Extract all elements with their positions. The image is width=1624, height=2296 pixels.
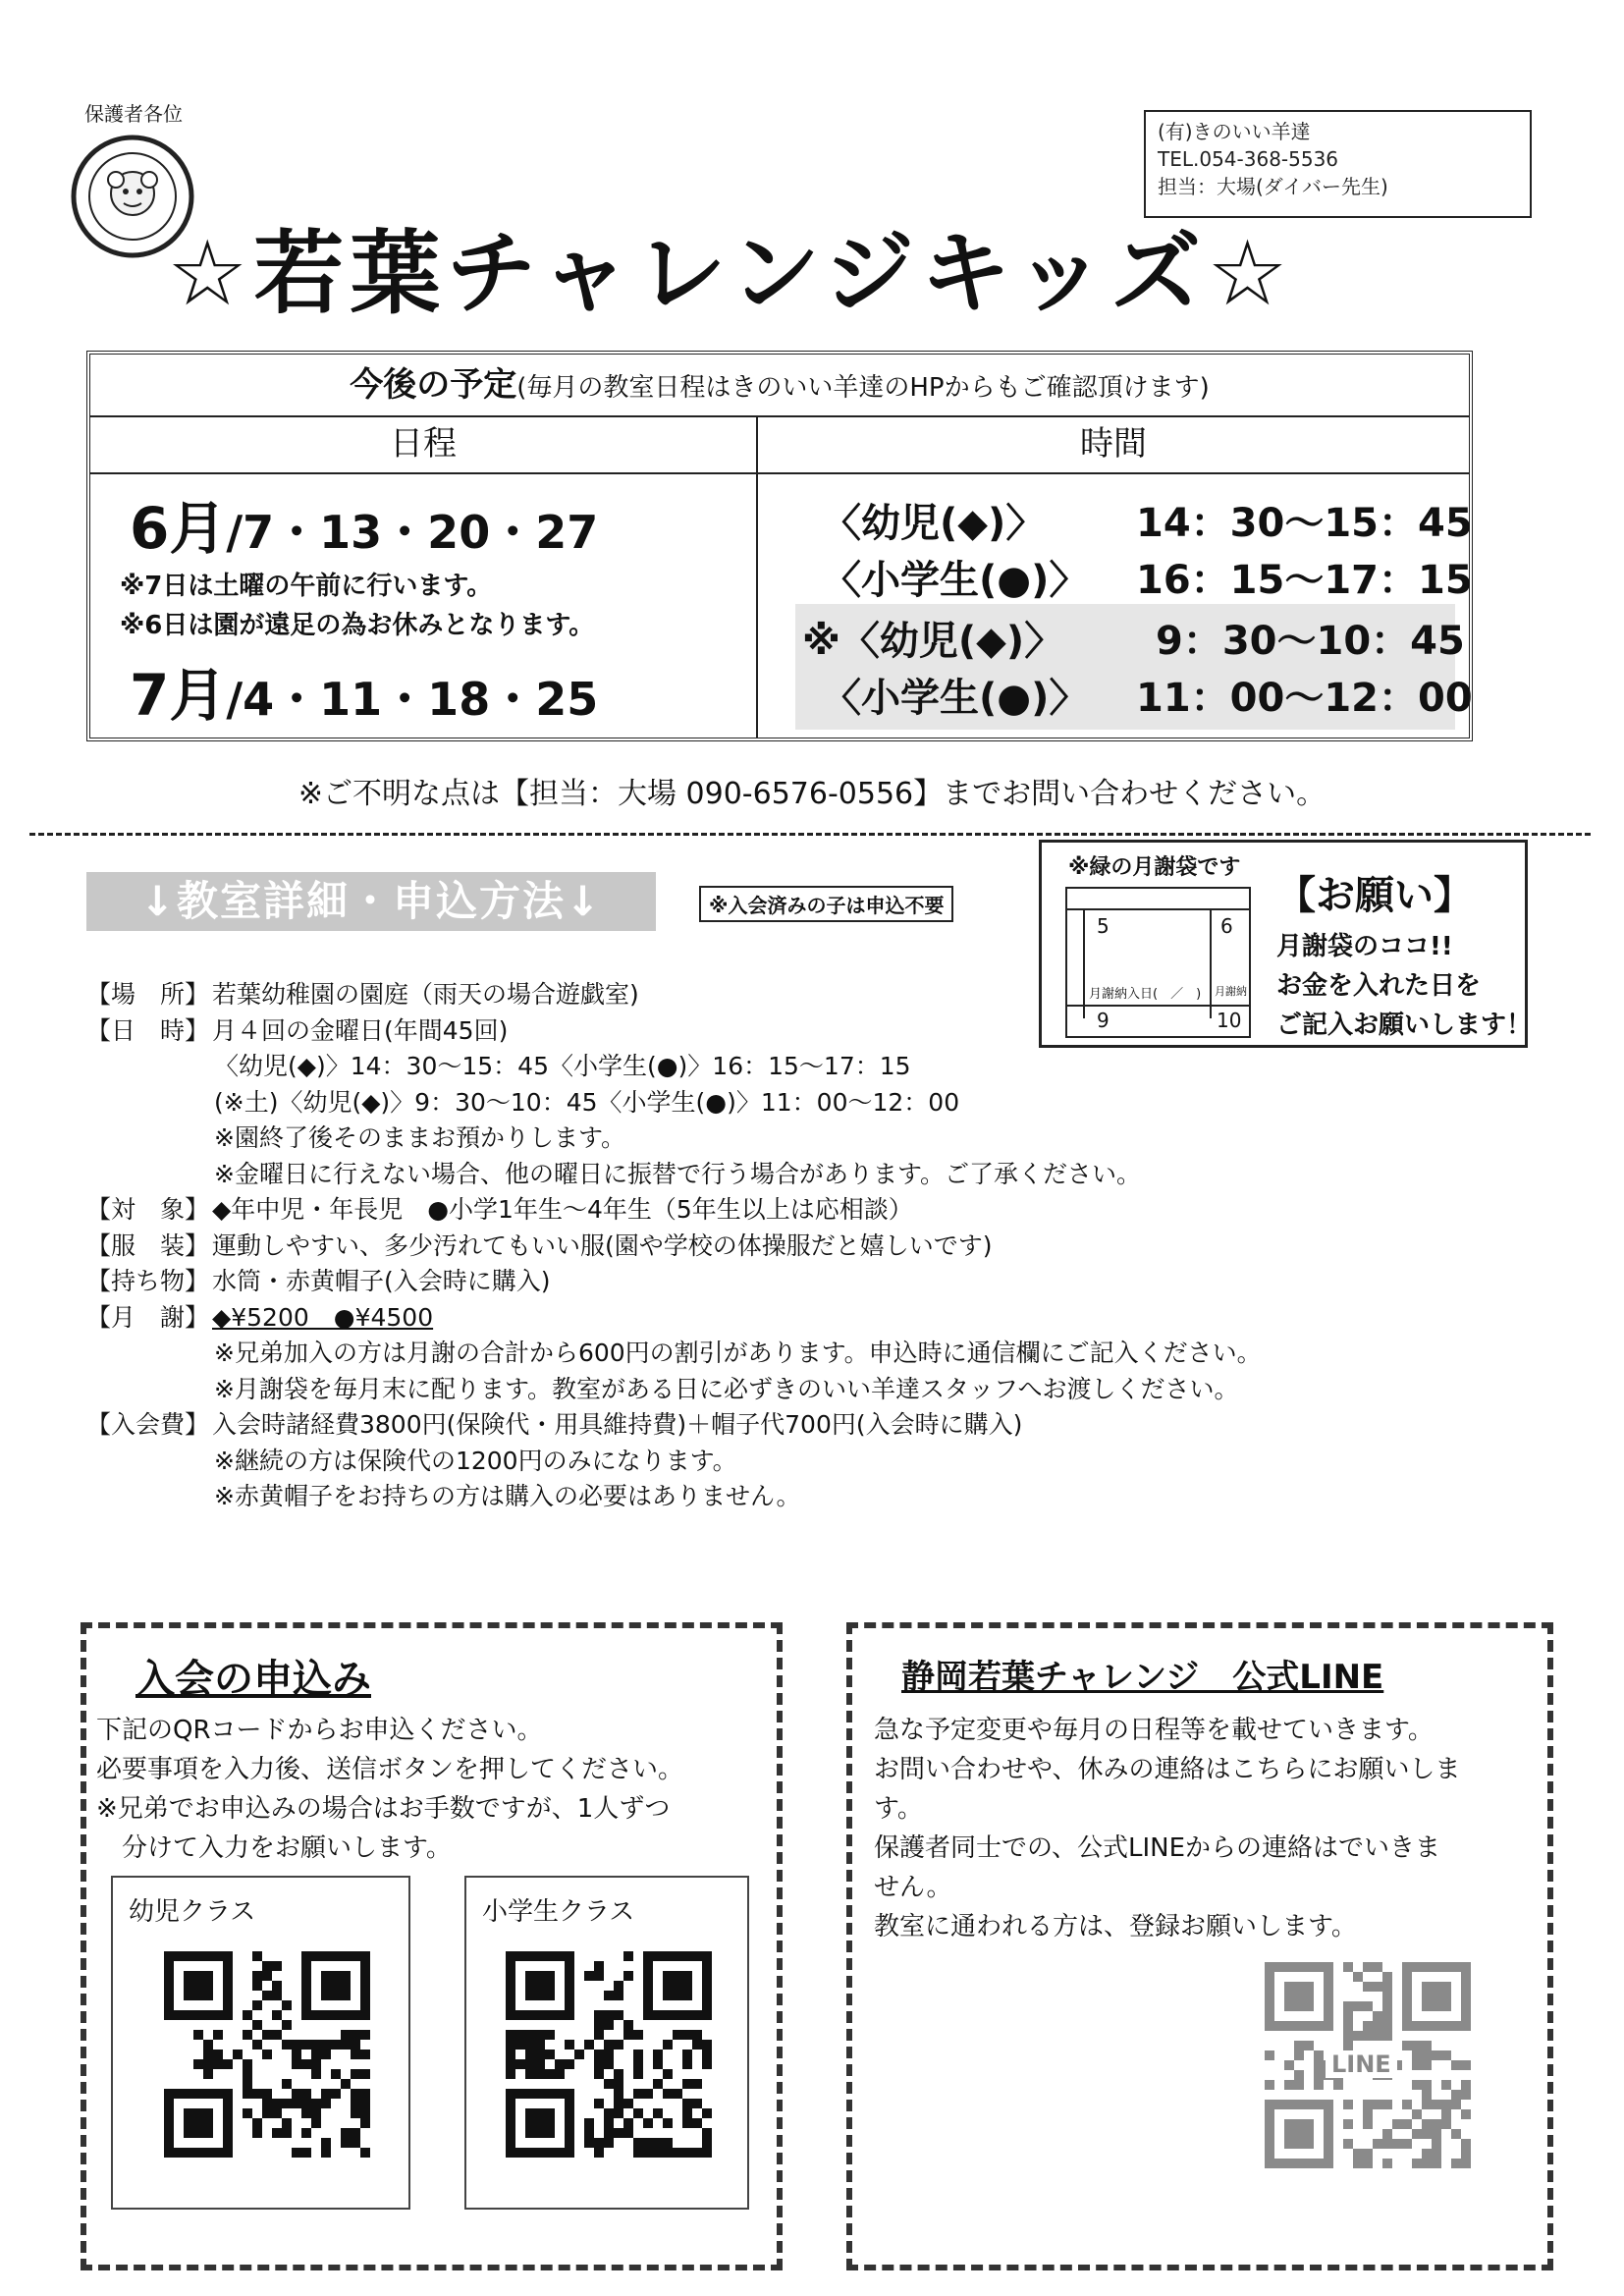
signup-text <box>96 1711 774 1868</box>
detail-value: ※兄弟加入の方は月謝の合計から600円の割引があります。申込時に通信欄にご記入ください。 <box>214 1339 1262 1367</box>
june-month: 6月 <box>130 495 227 562</box>
time-row <box>822 549 1473 605</box>
schedule-table <box>86 351 1473 741</box>
envelope-cell: 5 <box>1097 914 1110 938</box>
details-list <box>86 977 1363 1515</box>
detail-row <box>86 1479 1363 1515</box>
signup-title: 入会の申込み <box>135 1657 371 1702</box>
envelope-cell: 10 <box>1217 1009 1242 1032</box>
detail-value: ※赤黄帽子をお持ちの方は購入の必要はありません。 <box>214 1482 801 1510</box>
july-row <box>130 649 598 732</box>
signup-line: ※兄弟でお申込みの場合はお手数ですが、1人ずつ <box>96 1794 671 1824</box>
line-box <box>846 1622 1553 2270</box>
signup-line: 下記のQRコードからお申込ください。 <box>96 1716 543 1745</box>
time-row <box>822 492 1473 548</box>
time-label: 〈小学生(●)〉 <box>822 558 1089 603</box>
detail-row <box>86 1157 1363 1193</box>
time-value: 11：00〜12：00 <box>1136 676 1473 721</box>
detail-label: 【対 象】 <box>86 1195 210 1224</box>
detail-value: (※土)〈幼児(◆)〉9：30〜10：45〈小学生(●)〉11：00〜12：00 <box>214 1087 960 1117</box>
greeting: 保護者各位 <box>84 102 183 126</box>
inquiry-note: ※ご不明な点は【担当：大場 090-6576-0556】までお問い合わせください。 <box>298 777 1326 811</box>
detail-row <box>86 1372 1363 1408</box>
schedule-heading-sub: (毎月の教室日程はきのいい羊達のHPからもご確認頂けます) <box>516 373 1210 403</box>
time-value: 9：30〜10：45 <box>1156 619 1465 664</box>
detail-value: 入会時諸経費3800円(保険代・用具維持費)＋帽子代700円(入会時に購入) <box>212 1410 1023 1439</box>
line-text <box>874 1711 1532 1946</box>
time-value: 14：30〜15：45 <box>1136 501 1473 546</box>
detail-row <box>86 1049 1363 1085</box>
signup-line: 分けて入力をお願いします。 <box>96 1833 452 1863</box>
contact-person: 担当：大場(ダイバー先生) <box>1158 175 1388 198</box>
time-row <box>822 667 1473 723</box>
time-label: 〈小学生(●)〉 <box>822 676 1089 721</box>
detail-value: 月４回の金曜日(年間45回) <box>212 1015 509 1045</box>
detail-row <box>86 977 1363 1013</box>
detail-label: 【持ち物】 <box>86 1267 210 1295</box>
contact-phone: TEL.054-368-5536 <box>1158 147 1339 171</box>
detail-label: 【入会費】 <box>86 1410 210 1439</box>
detail-row <box>86 1444 1363 1480</box>
time-value: 16：15〜17：15 <box>1136 558 1473 603</box>
july-month: 7月 <box>130 662 227 729</box>
request-line: 月謝袋のココ!! <box>1276 932 1453 961</box>
detail-row <box>86 1121 1363 1157</box>
detail-value: 〈幼児(◆)〉14：30〜15：45〈小学生(●)〉16：15〜17：15 <box>214 1052 911 1080</box>
detail-value: ※月謝袋を毎月末に配ります。教室がある日に必ずきのいい羊達スタッフへお渡しください。 <box>214 1374 1239 1403</box>
detail-row <box>86 1300 1363 1337</box>
qr-elementary-label: 小学生クラス <box>482 1897 635 1927</box>
line-line: 急な予定変更や毎月の日程等を載せていきます。 <box>874 1716 1434 1745</box>
detail-value: ※金曜日に行えない場合、他の曜日に振替で行う場合があります。ご了承ください。 <box>214 1159 1141 1188</box>
june-dates: /7・13・20・27 <box>226 506 599 559</box>
line-line: す。 <box>874 1794 923 1824</box>
time-label: 〈幼児(◆)〉 <box>822 501 1046 546</box>
request-title: 【お願い】 <box>1276 873 1473 918</box>
schedule-heading-main: 今後の予定 <box>350 365 517 405</box>
column-divider <box>756 415 758 738</box>
qr-code-icon[interactable] <box>506 1951 712 2158</box>
page-title: ☆若葉チャレンジキッズ☆ <box>167 221 1294 326</box>
detail-value: 水筒・赤黄帽子(入会時に購入) <box>212 1267 551 1295</box>
column-time: 時間 <box>758 415 1469 474</box>
dashed-divider <box>29 833 1591 836</box>
june-note-1: ※7日は土曜の午前に行います。 <box>120 572 493 601</box>
time-row <box>802 610 1465 666</box>
line-qr-label: LINE <box>1326 2050 1397 2078</box>
qr-infant-label: 幼児クラス <box>129 1897 256 1927</box>
envelope-date-field-2: 月謝納 <box>1215 985 1247 998</box>
detail-value: ◆年中児・年長児 ●小学1年生〜4年生（5年生以上は応相談） <box>212 1195 913 1224</box>
detail-label: 【月 謝】 <box>86 1302 210 1332</box>
qr-infant-card[interactable] <box>111 1876 410 2210</box>
column-dates: 日程 <box>90 415 756 474</box>
detail-value: 運動しやすい、多少汚れてもいい服(園や学校の体操服だと嬉しいです) <box>212 1230 993 1260</box>
detail-row <box>86 1192 1363 1229</box>
detail-value: ※園終了後そのままお預かりします。 <box>214 1123 625 1152</box>
detail-label: 【日 時】 <box>86 1015 210 1045</box>
june-row <box>130 482 598 565</box>
detail-label: 【服 装】 <box>86 1230 210 1260</box>
line-line: お問い合わせや、休みの連絡はこちらにお願いしま <box>874 1755 1461 1784</box>
line-qr[interactable] <box>1265 1962 1471 2168</box>
signup-line: 必要事項を入力後、送信ボタンを押してください。 <box>96 1755 684 1784</box>
detail-row <box>86 1229 1363 1265</box>
line-title: 静岡若葉チャレンジ 公式LINE <box>901 1658 1384 1697</box>
line-line: 保護者同士での、公式LINEからの連絡はでいきま <box>874 1833 1440 1863</box>
signup-box <box>81 1622 783 2270</box>
detail-row <box>86 1336 1363 1372</box>
banner-note: ※入会済みの子は申込不要 <box>699 886 953 922</box>
details-banner: ↓教室詳細・申込方法↓ <box>86 872 656 931</box>
detail-row <box>86 1264 1363 1300</box>
detail-value: ◆¥5200 ●¥4500 <box>212 1302 434 1332</box>
envelope-cell: 9 <box>1097 1009 1110 1032</box>
schedule-heading <box>90 355 1469 417</box>
detail-row <box>86 1013 1363 1050</box>
contact-company: (有)きのいい羊達 <box>1158 120 1311 143</box>
qr-elementary-card[interactable] <box>464 1876 749 2210</box>
line-line: 教室に通われる方は、登録お願いします。 <box>874 1912 1357 1941</box>
detail-value: ※継続の方は保険代の1200円のみになります。 <box>214 1446 737 1475</box>
request-line: お金を入れた日を <box>1276 971 1482 1001</box>
detail-row <box>86 1407 1363 1444</box>
detail-label: 【場 所】 <box>86 980 210 1009</box>
line-line: せん。 <box>874 1873 952 1902</box>
july-dates: /4・11・18・25 <box>226 673 599 726</box>
june-note-2: ※6日は園が遠足の為お休みとなります。 <box>120 611 595 640</box>
qr-code-icon[interactable] <box>164 1951 370 2158</box>
detail-row <box>86 1085 1363 1121</box>
envelope-label: ※緑の月謝袋です <box>1068 855 1241 880</box>
detail-value: 若葉幼稚園の園庭（雨天の場合遊戯室) <box>212 980 639 1009</box>
time-label: ※〈幼児(◆)〉 <box>802 619 1064 664</box>
request-line: ご記入お願いします！ <box>1276 1011 1533 1040</box>
envelope-cell: 6 <box>1220 914 1233 938</box>
envelope-date-field: 月謝納入日( ／ ) <box>1089 987 1202 1002</box>
